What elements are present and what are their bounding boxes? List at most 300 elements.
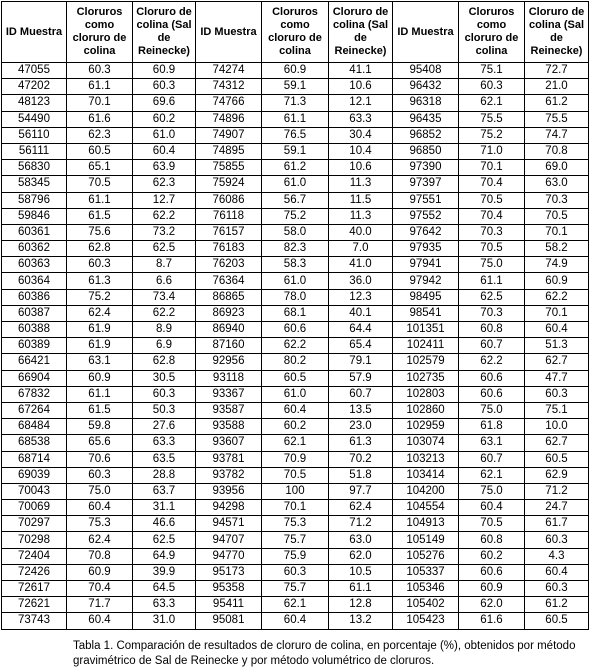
table-cell: 8.7 xyxy=(133,257,196,273)
table-cell: 61.0 xyxy=(133,127,196,143)
column-header: Cloruros como cloruro de colina xyxy=(67,2,133,63)
table-row xyxy=(2,241,589,257)
table-row xyxy=(2,160,589,176)
table-cell: 60.3 xyxy=(67,257,133,273)
table-cell: 63.0 xyxy=(525,176,589,192)
table-row xyxy=(2,386,589,402)
table-cell: 70.1 xyxy=(67,95,133,111)
table-cell: 76364 xyxy=(196,273,262,289)
table-cell: 31.0 xyxy=(133,613,196,629)
table-cell: 93781 xyxy=(196,451,262,467)
table-cell: 60.2 xyxy=(459,548,525,564)
table-cell: 13.5 xyxy=(329,402,393,418)
table-cell: 66904 xyxy=(2,370,67,386)
table-row xyxy=(2,370,589,386)
table-cell: 74312 xyxy=(196,79,262,95)
table-cell: 23.0 xyxy=(329,419,393,435)
table-cell: 60361 xyxy=(2,224,67,240)
table-cell: 60.9 xyxy=(525,273,589,289)
table-cell: 70.1 xyxy=(525,224,589,240)
table-cell: 75.2 xyxy=(459,127,525,143)
table-cell: 93607 xyxy=(196,435,262,451)
table-cell: 60.3 xyxy=(133,386,196,402)
table-cell: 95408 xyxy=(393,63,459,79)
table-cell: 100 xyxy=(262,483,329,499)
table-cell: 65.1 xyxy=(67,160,133,176)
table-row xyxy=(2,354,589,370)
table-cell: 66421 xyxy=(2,354,67,370)
table-cell: 62.2 xyxy=(133,305,196,321)
table-cell: 86923 xyxy=(196,305,262,321)
table-cell: 36.0 xyxy=(329,273,393,289)
table-cell: 71.2 xyxy=(525,483,589,499)
table-cell: 60.3 xyxy=(133,79,196,95)
table-cell: 96432 xyxy=(393,79,459,95)
table-cell: 60362 xyxy=(2,241,67,257)
table-cell: 63.1 xyxy=(67,354,133,370)
table-cell: 76203 xyxy=(196,257,262,273)
table-cell: 70.8 xyxy=(67,548,133,564)
table-cell: 60.7 xyxy=(459,338,525,354)
table-cell: 74274 xyxy=(196,63,262,79)
table-cell: 56110 xyxy=(2,127,67,143)
table-row xyxy=(2,483,589,499)
table-cell: 61.0 xyxy=(262,386,329,402)
table-cell: 70.5 xyxy=(459,516,525,532)
table-cell: 63.9 xyxy=(133,160,196,176)
table-cell: 101351 xyxy=(393,322,459,338)
table-cell: 63.0 xyxy=(329,532,393,548)
table-cell: 60364 xyxy=(2,273,67,289)
table-row xyxy=(2,402,589,418)
table-cell: 60.3 xyxy=(67,63,133,79)
table-cell: 63.5 xyxy=(133,451,196,467)
table-cell: 13.2 xyxy=(329,613,393,629)
table-cell: 97552 xyxy=(393,208,459,224)
table-cell: 69039 xyxy=(2,467,67,483)
table-cell: 4.3 xyxy=(525,548,589,564)
table-cell: 63.7 xyxy=(133,483,196,499)
table-cell: 59.1 xyxy=(262,79,329,95)
table-cell: 62.7 xyxy=(525,435,589,451)
table-cell: 67264 xyxy=(2,402,67,418)
table-cell: 46.6 xyxy=(133,516,196,532)
table-cell: 62.1 xyxy=(262,435,329,451)
table-cell: 62.8 xyxy=(133,354,196,370)
table-cell: 60.6 xyxy=(459,370,525,386)
table-cell: 60.7 xyxy=(459,451,525,467)
table-cell: 97941 xyxy=(393,257,459,273)
table-cell: 47202 xyxy=(2,79,67,95)
table-cell: 61.0 xyxy=(262,273,329,289)
table-cell: 75.6 xyxy=(67,224,133,240)
table-cell: 63.3 xyxy=(133,597,196,613)
table-cell: 75.2 xyxy=(67,289,133,305)
table-cell: 60.6 xyxy=(459,564,525,580)
table-cell: 6.9 xyxy=(133,338,196,354)
table-cell: 61.1 xyxy=(459,273,525,289)
table-cell: 102735 xyxy=(393,370,459,386)
table-cell: 60363 xyxy=(2,257,67,273)
table-cell: 102959 xyxy=(393,419,459,435)
table-cell: 60.6 xyxy=(262,322,329,338)
table-cell: 61.9 xyxy=(67,338,133,354)
table-cell: 71.7 xyxy=(67,597,133,613)
table-cell: 8.9 xyxy=(133,322,196,338)
table-cell: 60.4 xyxy=(459,500,525,516)
table-cell: 70069 xyxy=(2,500,67,516)
column-header: Cloruro de colina (Sal de Reinecke) xyxy=(525,2,589,63)
table-cell: 98541 xyxy=(393,305,459,321)
table-row xyxy=(2,143,589,159)
table-cell: 60.4 xyxy=(67,613,133,629)
table-cell: 74895 xyxy=(196,143,262,159)
table-cell: 62.9 xyxy=(525,467,589,483)
table-cell: 97642 xyxy=(393,224,459,240)
table-cell: 104913 xyxy=(393,516,459,532)
table-cell: 94571 xyxy=(196,516,262,532)
table-cell: 73.4 xyxy=(133,289,196,305)
table-cell: 102803 xyxy=(393,386,459,402)
table-cell: 58.3 xyxy=(262,257,329,273)
table-cell: 71.2 xyxy=(329,516,393,532)
table-cell: 62.1 xyxy=(459,95,525,111)
table-cell: 60.9 xyxy=(133,63,196,79)
table-cell: 70.5 xyxy=(262,467,329,483)
table-cell: 87160 xyxy=(196,338,262,354)
table-cell: 75.1 xyxy=(525,402,589,418)
table-cell: 70.3 xyxy=(459,224,525,240)
table-cell: 75924 xyxy=(196,176,262,192)
table-cell: 93118 xyxy=(196,370,262,386)
table-cell: 60.4 xyxy=(262,402,329,418)
table-cell: 75.9 xyxy=(262,548,329,564)
table-row xyxy=(2,322,589,338)
column-header: ID Muestra xyxy=(2,2,67,63)
table-cell: 70.5 xyxy=(459,241,525,257)
table-cell: 40.1 xyxy=(329,305,393,321)
table-cell: 75.7 xyxy=(262,532,329,548)
table-cell: 62.4 xyxy=(67,305,133,321)
table-cell: 58.2 xyxy=(525,241,589,257)
table-cell: 61.0 xyxy=(262,176,329,192)
table-cell: 61.1 xyxy=(67,386,133,402)
table-cell: 60.3 xyxy=(262,564,329,580)
table-cell: 73.2 xyxy=(133,224,196,240)
table-cell: 62.0 xyxy=(459,597,525,613)
column-header: Cloruro de colina (Sal de Reinecke) xyxy=(133,2,196,63)
table-cell: 62.3 xyxy=(133,176,196,192)
column-header: Cloruros como cloruro de colina xyxy=(262,2,329,63)
table-cell: 59.1 xyxy=(262,143,329,159)
table-cell: 76118 xyxy=(196,208,262,224)
table-cell: 71.0 xyxy=(459,143,525,159)
table-cell: 7.0 xyxy=(329,241,393,257)
table-cell: 63.3 xyxy=(133,435,196,451)
table-cell: 67832 xyxy=(2,386,67,402)
table-cell: 102579 xyxy=(393,354,459,370)
table-cell: 76183 xyxy=(196,241,262,257)
table-cell: 70.4 xyxy=(67,581,133,597)
table-row xyxy=(2,111,589,127)
table-cell: 47.7 xyxy=(525,370,589,386)
table-row xyxy=(2,257,589,273)
table-cell: 80.2 xyxy=(262,354,329,370)
table-cell: 75.3 xyxy=(67,516,133,532)
table-cell: 31.1 xyxy=(133,500,196,516)
table-row xyxy=(2,467,589,483)
table-cell: 61.6 xyxy=(459,613,525,629)
table-cell: 86940 xyxy=(196,322,262,338)
table-body xyxy=(2,63,589,630)
table-cell: 75.1 xyxy=(459,63,525,79)
table-row xyxy=(2,548,589,564)
table-cell: 94770 xyxy=(196,548,262,564)
table-cell: 105337 xyxy=(393,564,459,580)
table-cell: 96318 xyxy=(393,95,459,111)
table-row xyxy=(2,63,589,79)
table-cell: 95173 xyxy=(196,564,262,580)
table-cell: 50.3 xyxy=(133,402,196,418)
table-cell: 56111 xyxy=(2,143,67,159)
table-cell: 62.5 xyxy=(459,289,525,305)
table-cell: 70.5 xyxy=(459,192,525,208)
table-row xyxy=(2,192,589,208)
table-cell: 96850 xyxy=(393,143,459,159)
table-cell: 70.4 xyxy=(459,176,525,192)
table-cell: 58.0 xyxy=(262,224,329,240)
table-cell: 60.5 xyxy=(262,370,329,386)
table-cell: 60.3 xyxy=(67,467,133,483)
table-cell: 70.3 xyxy=(525,192,589,208)
table-cell: 60.2 xyxy=(133,111,196,127)
table-cell: 60.7 xyxy=(329,386,393,402)
table-cell: 63.1 xyxy=(459,435,525,451)
table-cell: 64.5 xyxy=(133,581,196,597)
table-cell: 97935 xyxy=(393,241,459,257)
table-cell: 65.6 xyxy=(67,435,133,451)
table-cell: 70.9 xyxy=(262,451,329,467)
table-cell: 97942 xyxy=(393,273,459,289)
table-cell: 75.0 xyxy=(67,483,133,499)
table-row xyxy=(2,451,589,467)
table-cell: 95081 xyxy=(196,613,262,629)
table-cell: 96852 xyxy=(393,127,459,143)
table-cell: 24.7 xyxy=(525,500,589,516)
table-cell: 60.3 xyxy=(525,581,589,597)
table-cell: 60.2 xyxy=(262,419,329,435)
table-cell: 102860 xyxy=(393,402,459,418)
table-cell: 60.6 xyxy=(459,386,525,402)
table-cell: 62.7 xyxy=(525,354,589,370)
table-cell: 51.3 xyxy=(525,338,589,354)
table-cell: 60.4 xyxy=(67,500,133,516)
table-cell: 60.5 xyxy=(525,613,589,629)
table-cell: 10.0 xyxy=(525,419,589,435)
table-cell: 61.6 xyxy=(67,111,133,127)
table-cell: 47055 xyxy=(2,63,67,79)
table-cell: 72.7 xyxy=(525,63,589,79)
table-cell: 74.7 xyxy=(525,127,589,143)
column-header: Cloruros como cloruro de colina xyxy=(459,2,525,63)
table-cell: 10.5 xyxy=(329,564,393,580)
table-cell: 59846 xyxy=(2,208,67,224)
table-cell: 103213 xyxy=(393,451,459,467)
table-cell: 105149 xyxy=(393,532,459,548)
table-cell: 61.3 xyxy=(329,435,393,451)
table-row xyxy=(2,273,589,289)
table-cell: 68538 xyxy=(2,435,67,451)
table-cell: 61.2 xyxy=(525,95,589,111)
table-cell: 105276 xyxy=(393,548,459,564)
table-cell: 62.4 xyxy=(67,532,133,548)
table-row xyxy=(2,564,589,580)
table-cell: 74896 xyxy=(196,111,262,127)
table-cell: 57.9 xyxy=(329,370,393,386)
table-cell: 68714 xyxy=(2,451,67,467)
table-cell: 104554 xyxy=(393,500,459,516)
table-row xyxy=(2,500,589,516)
table-cell: 61.1 xyxy=(329,581,393,597)
table-cell: 105423 xyxy=(393,613,459,629)
table-cell: 104200 xyxy=(393,483,459,499)
table-cell: 60.8 xyxy=(459,532,525,548)
table-cell: 60.9 xyxy=(459,581,525,597)
table-cell: 62.5 xyxy=(133,241,196,257)
table-cell: 62.2 xyxy=(262,338,329,354)
table-cell: 72426 xyxy=(2,564,67,580)
table-row xyxy=(2,224,589,240)
table-cell: 74.9 xyxy=(525,257,589,273)
table-cell: 75.2 xyxy=(262,208,329,224)
table-cell: 58345 xyxy=(2,176,67,192)
table-cell: 10.6 xyxy=(329,79,393,95)
table-cell: 70297 xyxy=(2,516,67,532)
table-cell: 60.4 xyxy=(133,143,196,159)
column-header: Cloruro de colina (Sal de Reinecke) xyxy=(329,2,393,63)
table-row xyxy=(2,516,589,532)
table-cell: 86865 xyxy=(196,289,262,305)
table-cell: 72404 xyxy=(2,548,67,564)
table-cell: 62.2 xyxy=(525,289,589,305)
table-cell: 11.3 xyxy=(329,176,393,192)
table-cell: 60.3 xyxy=(459,79,525,95)
table-row xyxy=(2,305,589,321)
table-cell: 11.3 xyxy=(329,208,393,224)
table-row xyxy=(2,79,589,95)
table-cell: 30.4 xyxy=(329,127,393,143)
table-cell: 70.4 xyxy=(459,208,525,224)
table-cell: 93782 xyxy=(196,467,262,483)
table-cell: 59.8 xyxy=(67,419,133,435)
table-cell: 103414 xyxy=(393,467,459,483)
table-cell: 12.8 xyxy=(329,597,393,613)
table-cell: 76086 xyxy=(196,192,262,208)
table-cell: 105346 xyxy=(393,581,459,597)
table-row xyxy=(2,597,589,613)
table-cell: 74907 xyxy=(196,127,262,143)
table-cell: 69.0 xyxy=(525,160,589,176)
table-cell: 64.4 xyxy=(329,322,393,338)
table-cell: 96435 xyxy=(393,111,459,127)
table-cell: 64.9 xyxy=(133,548,196,564)
table-cell: 62.2 xyxy=(459,354,525,370)
table-cell: 73743 xyxy=(2,613,67,629)
table-cell: 71.3 xyxy=(262,95,329,111)
table-cell: 75.0 xyxy=(459,483,525,499)
table-cell: 62.2 xyxy=(133,208,196,224)
table-cell: 41.0 xyxy=(329,257,393,273)
table-cell: 60386 xyxy=(2,289,67,305)
table-cell: 27.6 xyxy=(133,419,196,435)
table-cell: 68484 xyxy=(2,419,67,435)
table-caption: Tabla 1. Comparación de resultados de cloruro de colina, en porcentaje (%), obtenidos por método gravimétrico de Sal de Reinecke y por método volumétrico de cloruros. xyxy=(73,640,576,667)
table-cell: 62.1 xyxy=(262,597,329,613)
table-row xyxy=(2,95,589,111)
table-row xyxy=(2,419,589,435)
table-cell: 93587 xyxy=(196,402,262,418)
table-cell: 56830 xyxy=(2,160,67,176)
column-header: ID Muestra xyxy=(196,2,262,63)
table-cell: 60.4 xyxy=(525,322,589,338)
table-cell: 60389 xyxy=(2,338,67,354)
table-cell: 62.8 xyxy=(67,241,133,257)
table-cell: 12.7 xyxy=(133,192,196,208)
table-cell: 92956 xyxy=(196,354,262,370)
table-row xyxy=(2,613,589,629)
table-cell: 75.7 xyxy=(262,581,329,597)
table-cell: 54490 xyxy=(2,111,67,127)
table-cell: 65.4 xyxy=(329,338,393,354)
table-cell: 28.8 xyxy=(133,467,196,483)
table-cell: 10.6 xyxy=(329,160,393,176)
table-cell: 70.5 xyxy=(525,208,589,224)
table-cell: 56.7 xyxy=(262,192,329,208)
table-cell: 61.5 xyxy=(67,402,133,418)
table-cell: 61.1 xyxy=(67,79,133,95)
table-cell: 61.7 xyxy=(525,516,589,532)
table-cell: 93367 xyxy=(196,386,262,402)
table-row xyxy=(2,581,589,597)
table-cell: 40.0 xyxy=(329,224,393,240)
table-cell: 70.1 xyxy=(262,500,329,516)
table-cell: 97397 xyxy=(393,176,459,192)
table-cell: 72617 xyxy=(2,581,67,597)
table-cell: 74766 xyxy=(196,95,262,111)
table-cell: 70.1 xyxy=(459,160,525,176)
table-cell: 60.9 xyxy=(262,63,329,79)
results-table xyxy=(1,1,589,630)
table-cell: 75.5 xyxy=(525,111,589,127)
table-cell: 70.2 xyxy=(329,451,393,467)
table-cell: 61.2 xyxy=(262,160,329,176)
table-cell: 58796 xyxy=(2,192,67,208)
table-cell: 11.5 xyxy=(329,192,393,208)
table-row xyxy=(2,208,589,224)
table-cell: 93588 xyxy=(196,419,262,435)
table-cell: 48123 xyxy=(2,95,67,111)
table-cell: 51.8 xyxy=(329,467,393,483)
table-cell: 75.0 xyxy=(459,257,525,273)
table-cell: 69.6 xyxy=(133,95,196,111)
table-cell: 70.6 xyxy=(67,451,133,467)
table-cell: 95411 xyxy=(196,597,262,613)
table-cell: 60.3 xyxy=(525,386,589,402)
table-cell: 61.8 xyxy=(459,419,525,435)
table-cell: 70.5 xyxy=(67,176,133,192)
table-row xyxy=(2,289,589,305)
table-cell: 76157 xyxy=(196,224,262,240)
